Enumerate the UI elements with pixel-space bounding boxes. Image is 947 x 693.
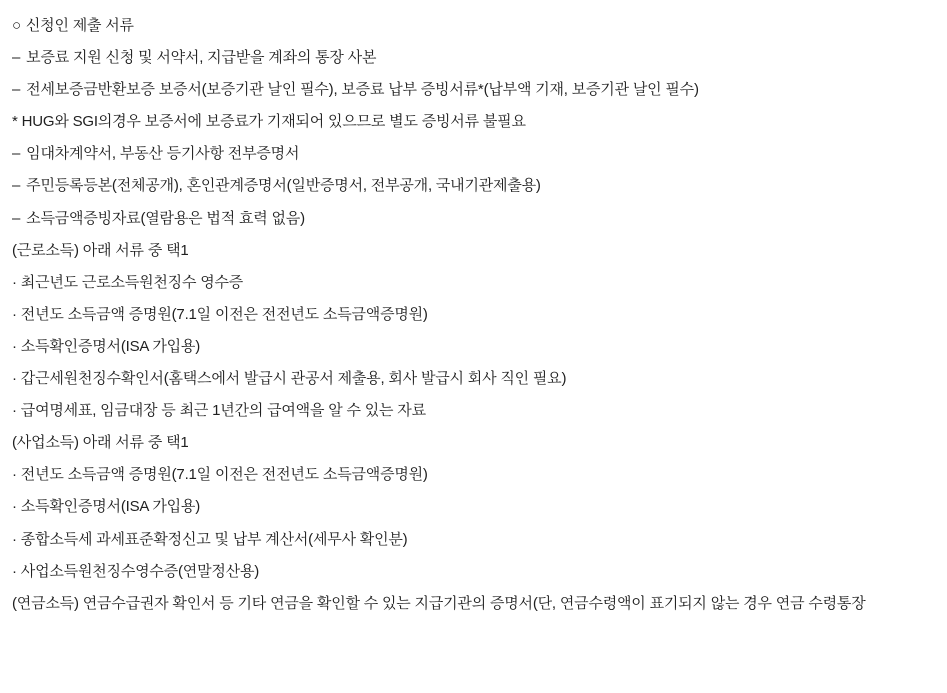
document-line [12,588,935,620]
dash-bullet-icon: – [12,209,21,227]
circle-bullet-icon: ○ [12,17,21,34]
document-line [12,395,935,427]
document-line [12,267,935,299]
document-line-text: 임대차계약서, 부동산 등기사항 전부증명서 [26,145,300,163]
document-line [12,299,935,331]
document-line-text: 전세보증금반환보증 보증서(보증기관 날인 필수), 보증료 납부 증빙서류*(납부액 기재, 보증기관 날인 필수) [26,81,699,99]
document-line [12,235,935,267]
document-line-text: 종합소득세 과세표준확정신고 및 납부 계산서(세무사 확인분) [20,530,408,548]
dash-bullet-icon: – [12,81,21,99]
document-line-text: 전년도 소득금액 증명원(7.1일 이전은 전전년도 소득금액증명원) [20,305,428,323]
middot-bullet-icon: · [12,273,17,291]
document-line [12,74,935,106]
document-line-text: (근로소득) 아래 서류 중 택1 [12,241,189,259]
document-line [12,556,935,588]
document-line-text: 갑근세원천징수확인서(홈택스에서 발급시 관공서 제출용, 회사 발급시 회사 직인 필요) [20,370,567,388]
dash-bullet-icon: – [12,49,21,67]
document-line-text: 급여명세표, 임금대장 등 최근 1년간의 급여액을 알 수 있는 자료 [20,402,426,420]
dash-bullet-icon: – [12,145,21,163]
middot-bullet-icon: · [12,370,17,388]
document-line [12,10,935,42]
document-line [12,524,935,556]
document-line [12,331,935,363]
document-line [12,203,935,235]
document-line [12,138,935,170]
middot-bullet-icon: · [12,466,17,484]
document-line-text: 사업소득원천징수영수증(연말정산용) [20,562,260,580]
middot-bullet-icon: · [12,498,17,516]
document-line-text: (사업소득) 아래 서류 중 택1 [12,434,189,452]
middot-bullet-icon: · [12,402,17,420]
document-line-text: 보증료 지원 신청 및 서약서, 지급받을 계좌의 통장 사본 [26,49,377,67]
middot-bullet-icon: · [12,305,17,323]
document-line [12,491,935,523]
document-line [12,427,935,459]
document-line-text: 최근년도 근로소득원천징수 영수증 [20,273,244,291]
document-line-text: 주민등록등본(전체공개), 혼인관계증명서(일반증명서, 전부공개, 국내기관제출용) [26,177,541,195]
document-line [12,170,935,202]
document-line-text: (연금소득) 연금수급권자 확인서 등 기타 연금을 확인할 수 있는 지급기관의 증명서(단, 연금수령액이 표기되지 않는 경우 연금 수령통장 [12,594,866,612]
document-line-text: 소득확인증명서(ISA 가입용) [20,337,201,355]
document-line-text: 소득금액증빙자료(열람용은 법적 효력 없음) [26,209,305,227]
document-line-text: 전년도 소득금액 증명원(7.1일 이전은 전전년도 소득금액증명원) [20,466,428,484]
document-line-text: * HUG와 SGI의경우 보증서에 보증료가 기재되어 있으므로 별도 증빙서류 불필요 [12,113,526,131]
document-line-text: 소득확인증명서(ISA 가입용) [20,498,201,516]
document-line [12,363,935,395]
middot-bullet-icon: · [12,337,17,355]
document-line [12,42,935,74]
document-line [12,459,935,491]
document-line [12,106,935,138]
document-line-text: 신청인 제출 서류 [25,17,134,34]
middot-bullet-icon: · [12,562,17,580]
middot-bullet-icon: · [12,530,17,548]
dash-bullet-icon: – [12,177,21,195]
